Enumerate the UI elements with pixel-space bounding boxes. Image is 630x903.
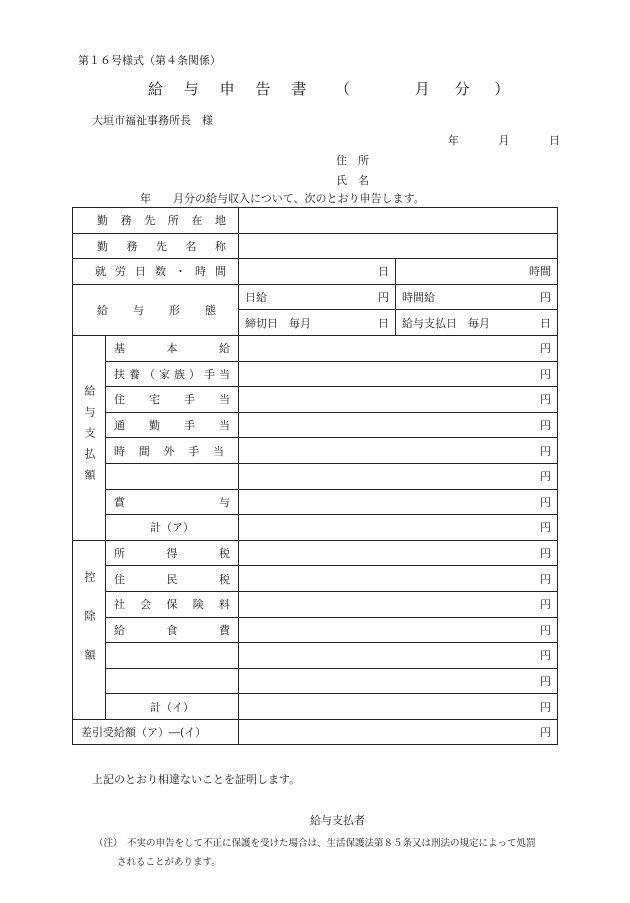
form-title	[148, 78, 510, 99]
payment-amount-field[interactable]	[239, 387, 558, 413]
title-char: 告	[255, 80, 272, 98]
yen-unit: 円	[540, 726, 551, 740]
cutoff-day-field[interactable]	[239, 310, 396, 336]
table-row	[73, 412, 558, 438]
deduction-amount-field[interactable]	[239, 540, 558, 566]
date-month: 月	[498, 134, 510, 147]
deduction-item-label: 所得税	[106, 540, 239, 566]
table-row	[73, 335, 558, 361]
title-char: 与	[183, 80, 200, 98]
daily-pay-field[interactable]	[239, 284, 396, 310]
table-row	[73, 259, 558, 285]
cutoff-day-label: 締切日 毎月	[245, 316, 311, 330]
intro-sentence	[140, 190, 425, 206]
deduction-amount-field[interactable]	[239, 643, 558, 669]
daily-pay-label: 日給	[245, 291, 267, 305]
yen-unit: 円	[540, 342, 551, 356]
yen-unit: 円	[540, 419, 551, 433]
yen-unit: 円	[540, 649, 551, 663]
intro-year: 年	[140, 192, 151, 205]
yen-unit: 円	[540, 547, 551, 561]
hours-unit: 時間	[529, 265, 551, 279]
hourly-pay-field[interactable]	[396, 284, 558, 310]
yen-unit: 円	[378, 291, 389, 305]
table-row	[73, 694, 558, 720]
yen-unit: 円	[540, 700, 551, 714]
deduction-item-blank[interactable]	[106, 643, 239, 669]
table-row	[73, 463, 558, 489]
table-row	[73, 438, 558, 464]
payment-amount-field[interactable]	[239, 463, 558, 489]
payment-amount-field[interactable]	[239, 489, 558, 515]
deduction-amount-field[interactable]	[239, 566, 558, 592]
payment-item-label: 基本給	[106, 335, 239, 361]
table-row	[73, 668, 558, 694]
payment-total-label: 計（ア）	[106, 515, 239, 541]
pay-form-label: 給与形態	[73, 284, 239, 335]
work-days-field[interactable]	[239, 259, 396, 285]
title-portion: 分	[454, 80, 471, 98]
yen-unit: 円	[540, 470, 551, 484]
payer-label: 給与支払者	[310, 814, 365, 827]
payment-amount-field[interactable]	[239, 335, 558, 361]
title-month: 月	[414, 80, 431, 98]
deduction-amount-field[interactable]	[239, 617, 558, 643]
note-mark: （注）	[94, 838, 123, 849]
employer-name-label: 勤務先名称	[73, 233, 239, 259]
form-number: 第１６号様式（第４条関係）	[78, 54, 221, 67]
deduction-group-label: 控除額	[73, 540, 106, 719]
certification-statement: 上記のとおり相違ないことを証明します。	[92, 773, 301, 786]
deduction-total-field[interactable]	[239, 694, 558, 720]
yen-unit: 円	[540, 572, 551, 586]
title-close-paren: ）	[494, 80, 511, 98]
yen-unit: 円	[540, 521, 551, 535]
table-row	[73, 233, 558, 259]
days-unit: 日	[378, 265, 389, 279]
table-row	[73, 643, 558, 669]
date-line	[448, 132, 560, 148]
table-row	[73, 387, 558, 413]
yen-unit: 円	[540, 367, 551, 381]
table-row	[73, 719, 558, 745]
yen-unit: 円	[540, 393, 551, 407]
payment-item-label: 賞与	[106, 489, 239, 515]
addressee: 大垣市福祉事務所長 様	[92, 114, 213, 127]
yen-unit: 円	[540, 674, 551, 688]
table-row	[73, 208, 558, 234]
work-days-hours-label: 就労日数・時間	[73, 259, 239, 285]
employer-address-label: 勤務先所在地	[73, 208, 239, 234]
date-day: 日	[549, 134, 560, 147]
work-hours-field[interactable]	[396, 259, 558, 285]
title-char: 書	[291, 80, 308, 98]
payment-amount-field[interactable]	[239, 412, 558, 438]
deduction-item-label: 給食費	[106, 617, 239, 643]
address-label: 住 所	[336, 154, 369, 167]
payment-amount-field[interactable]	[239, 361, 558, 387]
table-row	[73, 489, 558, 515]
payday-field[interactable]	[396, 310, 558, 336]
payment-total-field[interactable]	[239, 515, 558, 541]
salary-declaration-table	[72, 207, 558, 745]
hourly-pay-label: 時間給	[402, 291, 435, 305]
table-row	[73, 566, 558, 592]
net-pay-label: 差引受給額（ア）―(イ）	[73, 719, 239, 745]
title-char: 給	[148, 80, 165, 98]
deduction-item-blank[interactable]	[106, 668, 239, 694]
deduction-item-label: 住民税	[106, 566, 239, 592]
payday-label: 給与支払日 毎月	[402, 316, 490, 330]
deduction-item-label: 社会保険料	[106, 591, 239, 617]
payment-item-label: 住宅手当	[106, 387, 239, 413]
table-row	[73, 591, 558, 617]
date-year: 年	[448, 134, 459, 147]
table-row	[73, 361, 558, 387]
title-char: 申	[219, 80, 236, 98]
payment-amount-field[interactable]	[239, 438, 558, 464]
payment-item-label: 時間外手当	[106, 438, 239, 464]
table-row	[73, 617, 558, 643]
table-row	[73, 540, 558, 566]
yen-unit: 円	[540, 598, 551, 612]
yen-unit: 円	[540, 623, 551, 637]
table-row	[73, 515, 558, 541]
payment-item-label: 扶養（家族）手当	[106, 361, 239, 387]
yen-unit: 円	[540, 444, 551, 458]
deduction-amount-field[interactable]	[239, 668, 558, 694]
note-line-1: 不実の申告をして不正に保護を受けた場合は、生活保護法第８５条又は刑法の規定によって処罰	[127, 838, 536, 849]
day-unit: 日	[378, 316, 389, 330]
day-unit: 日	[540, 316, 551, 330]
deduction-total-label: 計（イ）	[106, 694, 239, 720]
deduction-amount-field[interactable]	[239, 591, 558, 617]
intro-rest: 月分の給与収入について、次のとおり申告します。	[173, 192, 425, 205]
payment-item-blank[interactable]	[106, 463, 239, 489]
yen-unit: 円	[540, 291, 551, 305]
name-label: 氏 名	[336, 174, 369, 187]
note-line-2: されることがあります。	[117, 857, 221, 868]
employer-address-field[interactable]	[239, 208, 558, 234]
payment-group-label: 給与支払額	[73, 335, 106, 540]
table-row	[73, 284, 558, 310]
yen-unit: 円	[540, 495, 551, 509]
employer-name-field[interactable]	[239, 233, 558, 259]
net-pay-field[interactable]	[239, 719, 558, 745]
title-open-paren: （	[334, 80, 351, 98]
payment-item-label: 通勤手当	[106, 412, 239, 438]
